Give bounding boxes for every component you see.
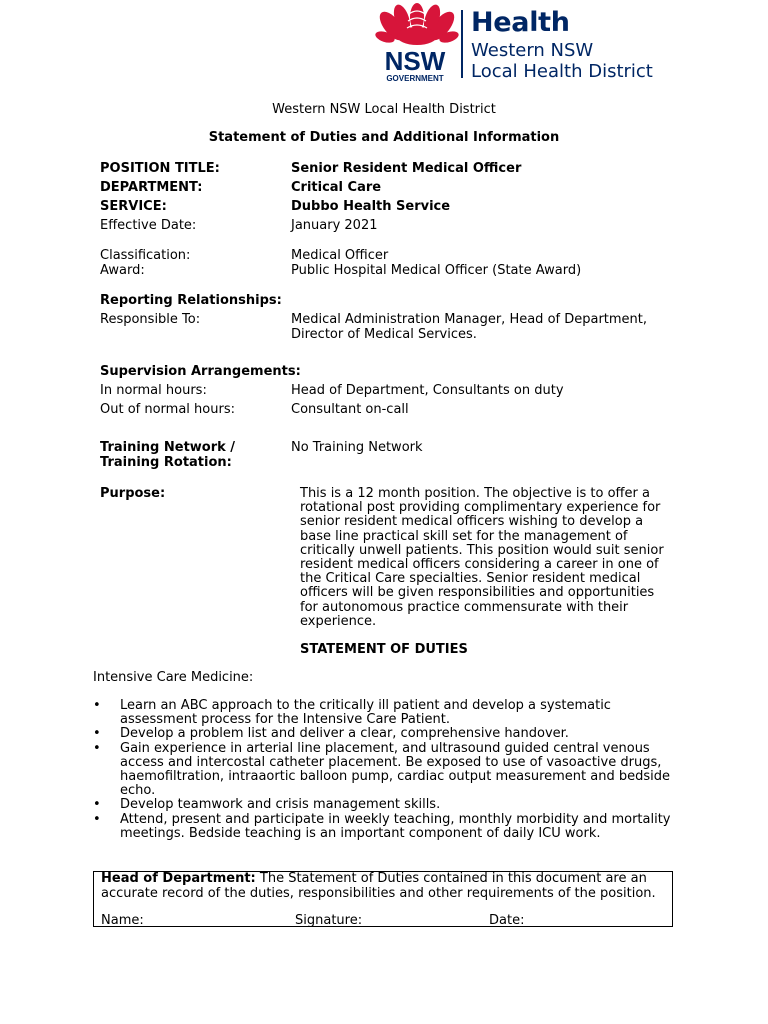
duties-heading: STATEMENT OF DUTIES — [300, 642, 468, 657]
list-item-line: • Attend, present and participate in weekly teaching, monthly morbidity and mortality — [120, 811, 671, 827]
list-item — [93, 742, 683, 799]
position-title-label: POSITION TITLE: — [100, 161, 220, 176]
service-label: SERVICE: — [100, 199, 167, 214]
list-item — [93, 798, 683, 812]
reporting-heading: Reporting Relationships: — [100, 293, 282, 308]
list-item-line: • Develop a problem list and deliver a clear, comprehensive handover. — [120, 726, 569, 742]
effective-date-label: Effective Date: — [100, 218, 197, 233]
responsible-value-line-1: Medical Administration Manager, Head of Department, — [291, 312, 648, 327]
signature-label: Signature: — [295, 913, 363, 928]
list-item-line: • Develop teamwork and crisis management skills. — [120, 797, 441, 813]
department-label: DEPARTMENT: — [100, 180, 203, 195]
training-label-line-1: Training Network / — [100, 440, 236, 455]
document-title: Statement of Duties and Additional Information — [208, 130, 560, 145]
classification-value: Medical Officer — [291, 248, 389, 263]
list-item-line: meetings. Bedside teaching is an important component of daily ICU work. — [120, 825, 601, 841]
award-label: Award: — [100, 263, 145, 278]
brand-health: Health — [471, 7, 570, 38]
district-name: Western NSW Local Health District — [272, 102, 496, 117]
list-item-line: echo. — [120, 783, 156, 799]
out-hours-value: Consultant on-call — [291, 402, 409, 417]
hod-text-line-1: The Statement of Duties contained in this document are an — [255, 871, 647, 886]
normal-hours-label: In normal hours: — [100, 383, 207, 398]
name-label: Name: — [101, 913, 144, 928]
classification-label: Classification: — [100, 248, 191, 263]
list-item — [93, 727, 683, 741]
nsw-wordmark: NSW — [384, 46, 446, 76]
supervision-heading: Supervision Arrangements: — [100, 364, 301, 379]
purpose-line: officers will be given responsibilities and opportunities — [300, 585, 655, 601]
list-item-line: access and intercostal catheter placement. Be exposed to use of vasoactive drugs, — [120, 754, 662, 770]
training-value: No Training Network — [291, 440, 423, 455]
purpose-line: This is a 12 month position. The objective is to offer a — [300, 486, 650, 501]
purpose-line: for autonomous practice commensurate with their — [300, 599, 629, 615]
list-item — [93, 813, 683, 841]
purpose-line: resident medical officers considering a career in one of — [300, 557, 659, 573]
responsible-value-line-2: Director of Medical Services. — [291, 327, 477, 342]
purpose-line: base line practical skill set for the management of — [300, 528, 628, 544]
training-label-line-2: Training Rotation: — [100, 455, 232, 470]
purpose-line: experience. — [300, 613, 377, 629]
date-label: Date: — [489, 913, 525, 928]
brand-line-2: Local Health District — [471, 61, 653, 82]
position-title-value: Senior Resident Medical Officer — [291, 161, 522, 176]
purpose-label: Purpose: — [100, 486, 166, 501]
effective-date-value: January 2021 — [291, 218, 378, 233]
signoff-text — [101, 872, 671, 901]
purpose-text — [300, 487, 670, 629]
responsible-label: Responsible To: — [100, 312, 201, 327]
hod-label: Head of Department: — [101, 871, 256, 886]
list-item-line: haemofiltration, intraaortic balloon pump, cardiac output measurement and bedside — [120, 769, 671, 785]
purpose-line: critically unwell patients. This position would suit senior — [300, 542, 664, 558]
brand-line-1: Western NSW — [471, 40, 594, 61]
signoff-box — [93, 871, 673, 927]
list-item-line: • Gain experience in arterial line placement, and ultrasound guided central venous — [120, 740, 650, 756]
award-value: Public Hospital Medical Officer (State Award) — [291, 263, 582, 278]
service-value: Dubbo Health Service — [291, 199, 451, 214]
list-item-line: • Learn an ABC approach to the critically ill patient and develop a systematic — [120, 698, 611, 713]
duties-subheading: Intensive Care Medicine: — [93, 670, 254, 685]
logo-divider — [461, 10, 463, 78]
purpose-line: rotational post providing complimentary experience for — [300, 500, 661, 516]
normal-hours-value: Head of Department, Consultants on duty — [291, 383, 564, 398]
purpose-line: the Critical Care specialties. Senior resident medical — [300, 571, 641, 587]
purpose-line: senior resident medical officers wishing to develop a — [300, 514, 644, 530]
duties-list — [93, 699, 683, 841]
list-item — [93, 699, 683, 727]
department-value: Critical Care — [291, 180, 382, 195]
waratah-icon — [372, 2, 462, 86]
out-hours-label: Out of normal hours: — [100, 402, 235, 417]
list-item-line: assessment process for the Intensive Care Patient. — [120, 712, 450, 728]
government-wordmark: GOVERNMENT — [386, 74, 444, 83]
hod-text-line-2: accurate record of the duties, responsibilities and other requirements of the position. — [101, 885, 656, 901]
